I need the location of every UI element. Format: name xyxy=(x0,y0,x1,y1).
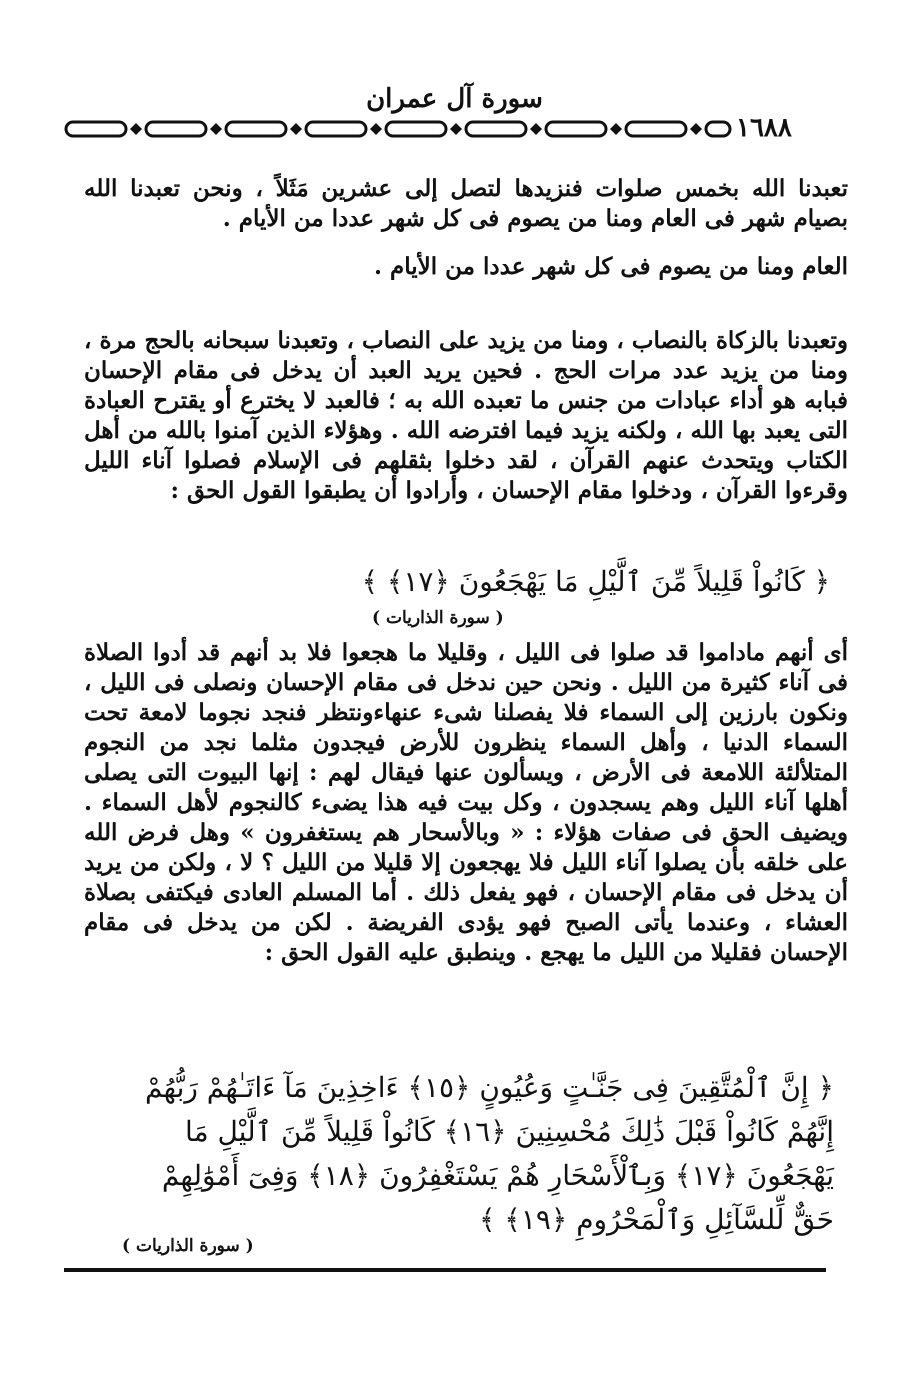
paragraph-1: تعبدنا الله بخمس صلوات فنزيدها لتصل إلى عشرين مَثَلاً ، ونحن تعبدنا الله بصيام شهر فى العام ومنا من يصوم فى كل شهر عددا من الأيام . xyxy=(84,175,848,232)
quran-verse-2: ﴿ إِنَّ ٱلْمُتَّقِينَ فِى جَنَّـٰتٍ وَعُيُونٍ ﴿١٥﴾ ءَاخِذِينَ مَآ ءَاتَـٰهُمْ رَبُّهُمْ إِنَّهُمْ كَانُواْ قَبْلَ ذَٰلِكَ مُحْسِنِينَ ﴿١٦﴾ كَانُواْ قَلِيلاً مِّنَ ٱلَّيْلِ مَا يَهْجَعُونَ ﴿١٧﴾ وَبِٱلْأَسْحَارِ هُمْ يَسْتَغْفِرُونَ ﴿١٨﴾ وَفِىٓ أَمْوَٰلِهِمْ حَقٌّ لِّلسَّآئِلِ وَٱلْمَحْرُومِ ﴿١٩﴾ ﴾ xyxy=(145,1071,834,1236)
ornamental-border-divider xyxy=(62,117,732,141)
paragraph-2: العام ومنا من يصوم فى كل شهر عددا من الأيام . xyxy=(373,253,848,280)
page-number: ١٦٨٨ xyxy=(736,113,792,143)
surah-reference-1: ( سورة الذاريات ) xyxy=(372,608,504,628)
footer-rule xyxy=(64,1268,826,1272)
paragraph-4: أى أنهم ماداموا قد صلوا فى الليل ، وقليلا ما هجعوا فلا بد أنهم قد أدوا الصلاة فى آناء كثيرة من الليل . ونحن حين ندخل فى مقام الإحسان ونصلى فى الليل ، ونكون بارزين إلى السماء فلا يفصلنا شىء عنهاءونتظر فنجد نجوما لامعة تحت السماء الدنيا ، وأهل السماء ينظرون للأرض فيجدون مثلما نجد من النجوم المتلألئة اللامعة فى الأرض ، ويسألون عنها فيقال لهم : إنها البيوت التى يصلى أهلها آناء الليل وهم يسجدون ، وكل بيت فيه هذا يضىء كالنجوم لأهل السماء . ويضيف الحق فى صفات هؤلاء : « وبالأسحار هم يستغفرون » وهل فرض الله على خلقه بأن يصلوا آناء الليل فلا يهجعون إلا قليلا من الليل ؟ لا ، ولكن من يريد أن يدخل فى مقام الإحسان ، فهو يفعل ذلك . أما المسلم العادى فيكتفى بصلاة العشاء ، وعندما يأتى الصبح فهو يؤدى الفريضة . لكن من يدخل فى مقام الإحسان فقليلا من الليل ما يهجع . وينطبق عليه القول الحق : xyxy=(84,639,848,966)
quran-verse-1: ﴿ كَانُواْ قَلِيلاً مِّنَ ٱلَّيْلِ مَا يَهْجَعُونَ ﴿١٧﴾ ﴾ xyxy=(361,565,830,598)
surah-header-title: سورة آل عمران xyxy=(366,84,543,114)
paragraph-3: وتعبدنا بالزكاة بالنصاب ، ومنا من يزيد على النصاب ، وتعبدنا سبحانه بالحج مرة ، ومنا من يزيد عدد مرات الحج . فحين يريد العبد أن يدخل فى مقام الإحسان فبابه هو أداء عبادات من جنس ما تعبده الله به ؛ فالعبد لا يخترع أو يقترح العبادة التى يعبد بها الله ، ولكنه يزيد فيما افترضه الله . وهؤلاء الذين آمنوا بالله من أهل الكتاب ويتحدث عنهم القرآن ، لقد دخلوا بثقلهم فى الإسلام فصلوا آناء الليل وقرءوا القرآن ، ودخلوا مقام الإحسان ، وأرادوا أن يطبقوا القول الحق : xyxy=(84,327,848,504)
surah-reference-2: ( سورة الذاريات ) xyxy=(122,1236,254,1256)
